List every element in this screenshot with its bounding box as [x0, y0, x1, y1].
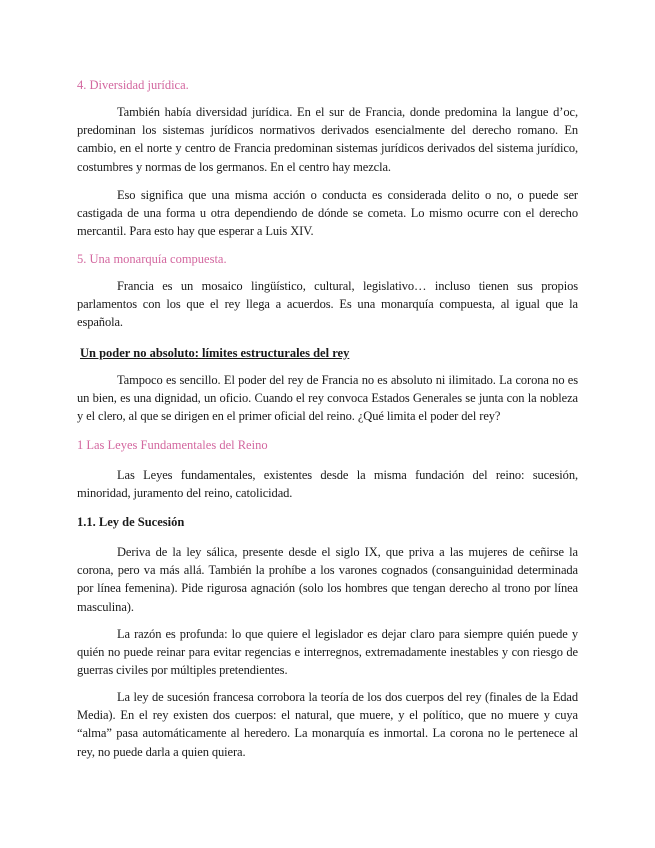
paragraph-poder: Tampoco es sencillo. El poder del rey de Francia no es absoluto ni ilimitado. La corona no es un bien, es una dignidad, un oficio. Cuando el rey convoca Estados Generales se junta con la nobleza y el clero, al que se dirigen en el primer oficial del reino. ¿Qué limita el poder del rey? — [77, 373, 578, 424]
heading-poder-no-absoluto: Un poder no absoluto: límites estructurales del rey — [80, 346, 350, 360]
paragraph-sucesion-1: Deriva de la ley sálica, presente desde el siglo IX, que priva a las mujeres de ceñirse la corona, pero va más allá. También la prohíbe a los varones cognados (consanguinidad determinada por línea femenina). Pide rigurosa agnación (solo los hombres que tengan derecho al trono por línea masculina). — [77, 545, 578, 614]
paragraph-diversidad-1: También había diversidad jurídica. En el sur de Francia, donde predomina la langue d’oc, predominan los sistemas jurídicos normativos derivados esencialmente del derecho romano. En cambio, en el norte y centro de Francia predominan sistemas jurídicos derivados del sistema jurídico, costumbres y normas de los germanos. En el centro hay mezcla. — [77, 105, 578, 174]
paragraph-monarquia: Francia es un mosaico lingüístico, cultural, legislativo… incluso tienen sus propios parlamentos con los que el rey llega a acuerdos. Es una monarquía compuesta, al igual que la española. — [77, 279, 578, 330]
paragraph-leyes: Las Leyes fundamentales, existentes desde la misma fundación del reino: sucesión, minoridad, juramento del reino, catolicidad. — [77, 468, 578, 501]
heading-diversidad-juridica: 4. Diversidad jurídica. — [77, 78, 189, 92]
heading-ley-sucesion: 1.1. Ley de Sucesión — [77, 515, 185, 529]
paragraph-diversidad-2: Eso significa que una misma acción o conducta es considerada delito o no, o puede ser castigada de una forma u otra dependiendo de dónde se cometa. Lo mismo ocurre con el derecho mercantil. Para esto hay que esperar a Luis XIV. — [77, 188, 578, 239]
paragraph-sucesion-2: La razón es profunda: lo que quiere el legislador es dejar claro para siempre quién puede y quién no puede reinar para evitar regencias e interregnos, extremadamente inestables y con riesgo de guerras civiles por múltiples pretendientes. — [77, 627, 578, 678]
paragraph-sucesion-3: La ley de sucesión francesa corrobora la teoría de los dos cuerpos del rey (finales de la Edad Media). En el rey existen dos cuerpos: el natural, que muere, y el político, que no muere y cuya “alma” pasa automáticamente al heredero. La monarquía es inmortal. La corona no le pertenece al rey, no puede darla a quien quiera. — [77, 690, 578, 759]
heading-leyes-fundamentales: 1 Las Leyes Fundamentales del Reino — [77, 438, 268, 452]
heading-monarquia-compuesta: 5. Una monarquía compuesta. — [77, 252, 227, 266]
